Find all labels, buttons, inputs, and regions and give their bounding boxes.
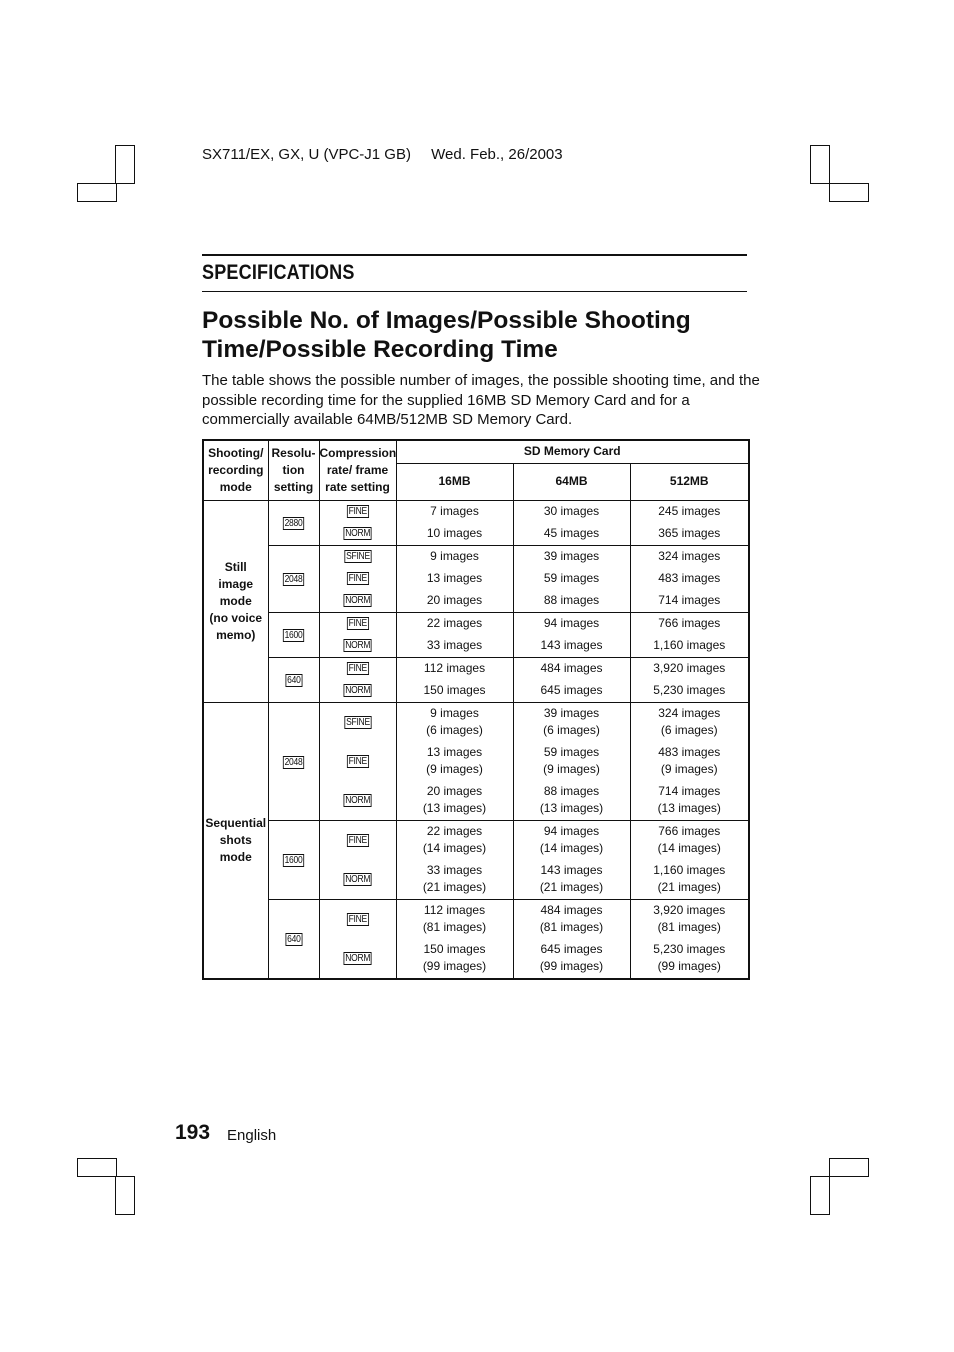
section-bar	[202, 254, 747, 292]
header-64mb: 64MB	[513, 463, 630, 500]
still-1600-16mb: 22 images 33 images	[396, 612, 513, 657]
res-640-icon: 640	[286, 675, 301, 686]
seq-640-512mb: 3,920 images (81 images) 5,230 images (99 images)	[630, 899, 749, 979]
page-number: 193	[175, 1121, 211, 1144]
header-mode: Shooting/ recording mode	[203, 440, 268, 500]
res-2048-icon: 2048	[284, 756, 303, 768]
res-640-icon: 640	[286, 934, 301, 945]
norm-icon: NORM	[345, 640, 370, 651]
print-date: Wed. Feb., 26/2003	[431, 146, 563, 163]
fine-icon: FINE	[348, 573, 367, 584]
seq-640-64mb: 484 images (81 images) 645 images (99 images)	[513, 899, 630, 979]
crop-mark-br-v	[810, 1176, 830, 1215]
still-2048-512mb: 324 images 483 images 714 images	[630, 545, 749, 612]
seq-1600-64mb: 94 images (14 images) 143 images (21 images)	[513, 820, 630, 899]
seq-2048-64mb: 39 images (6 images) 59 images (9 images) 88 images (13 images)	[513, 702, 630, 820]
res-2048	[268, 545, 319, 612]
intro-paragraph: The table shows the possible number of images, the possible shooting time, and the possible recording time for the supplied 16MB SD Memory Card and for a commercially available 64MB/512MB SD Memory Card.	[202, 372, 760, 428]
crop-mark-bl-h	[77, 1158, 117, 1177]
spec-table	[202, 439, 750, 980]
still-2048-64mb: 39 images 59 images 88 images	[513, 545, 630, 612]
crop-mark-tr-v	[810, 145, 830, 184]
norm-icon: NORM	[345, 873, 370, 885]
seq-1600-512mb: 766 images (14 images) 1,160 images (21 images)	[630, 820, 749, 899]
norm-icon: NORM	[345, 952, 370, 964]
seq-640-16mb: 112 images (81 images) 150 images (99 images)	[396, 899, 513, 979]
header-512mb: 512MB	[630, 463, 749, 500]
model-code: SX711/EX, GX, U (VPC-J1 GB)	[202, 146, 411, 163]
still-640-64mb: 484 images 645 images	[513, 657, 630, 702]
crop-mark-br-h	[829, 1158, 869, 1177]
norm-icon: NORM	[345, 685, 370, 696]
res-1600-icon: 1600	[284, 630, 303, 641]
header-compression: Compression rate/ frame rate setting	[319, 440, 396, 500]
print-header	[202, 146, 563, 163]
sfine-icon: SFINE	[345, 716, 370, 728]
mode-still: Still image mode (no voice memo)	[203, 500, 268, 702]
seq-1600-16mb: 22 images (14 images) 33 images (21 images)	[396, 820, 513, 899]
still-1600-64mb: 94 images 143 images	[513, 612, 630, 657]
res-640	[268, 657, 319, 702]
res-2048-icon: 2048	[284, 574, 303, 585]
still-2880-16mb: 7 images 10 images	[396, 500, 513, 545]
still-640-512mb: 3,920 images 5,230 images	[630, 657, 749, 702]
fine-icon: FINE	[348, 755, 367, 767]
fine-icon: FINE	[348, 663, 367, 674]
page-title	[202, 306, 762, 364]
norm-icon: NORM	[345, 595, 370, 606]
header-resolution: Resolu- tion setting	[268, 440, 319, 500]
fine-icon: FINE	[348, 506, 367, 517]
fine-icon: FINE	[348, 913, 367, 925]
still-1600-512mb: 766 images 1,160 images	[630, 612, 749, 657]
fine-icon: FINE	[348, 834, 367, 846]
page-language: English	[227, 1127, 277, 1144]
seq-res-640	[268, 899, 319, 979]
fine-icon: FINE	[348, 618, 367, 629]
norm-icon: NORM	[345, 528, 370, 539]
seq-2048-512mb: 324 images (6 images) 483 images (9 images) 714 images (13 images)	[630, 702, 749, 820]
seq-res-2048	[268, 702, 319, 820]
crop-mark-tl-h	[77, 183, 117, 202]
sfine-icon: SFINE	[345, 551, 370, 562]
crop-mark-tl-v	[115, 145, 135, 184]
mode-sequential: Sequential shots mode	[203, 702, 268, 979]
res-1600	[268, 612, 319, 657]
seq-2048-16mb: 9 images (6 images) 13 images (9 images) 20 images (13 images)	[396, 702, 513, 820]
page-title-line2: Time/Possible Recording Time	[202, 336, 558, 363]
still-2880-64mb: 30 images 45 images	[513, 500, 630, 545]
page-title-line1: Possible No. of Images/Possible Shooting	[202, 307, 691, 334]
still-640-16mb: 112 images 150 images	[396, 657, 513, 702]
section-title: SPECIFICATIONS	[202, 261, 355, 284]
header-sd-card: SD Memory Card	[396, 440, 749, 463]
res-2880-icon: 2880	[284, 518, 303, 529]
res-1600-icon: 1600	[284, 855, 303, 866]
res-2880	[268, 500, 319, 545]
still-2880-512mb: 245 images 365 images	[630, 500, 749, 545]
header-16mb: 16MB	[396, 463, 513, 500]
seq-res-1600	[268, 820, 319, 899]
crop-mark-bl-v	[115, 1176, 135, 1215]
crop-mark-tr-h	[829, 183, 869, 202]
norm-icon: NORM	[345, 794, 370, 806]
still-2048-16mb: 9 images 13 images 20 images	[396, 545, 513, 612]
